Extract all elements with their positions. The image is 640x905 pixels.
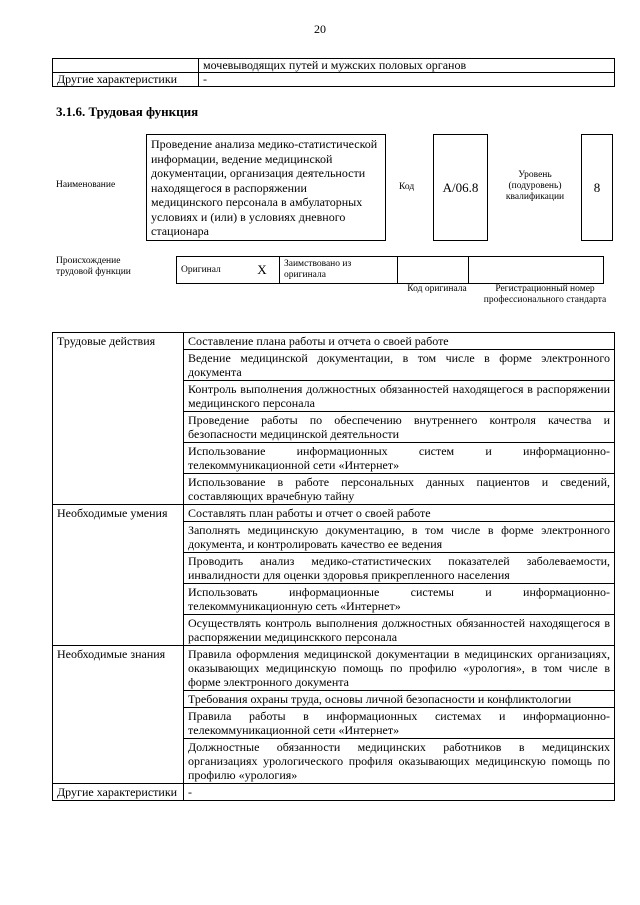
table-row — [177, 257, 604, 284]
reg-nomer-cell — [469, 257, 604, 284]
table-cell: Осуществлять контроль выполнения должностных обязанностей находящегося в распоряжении медицинсккого персонала — [184, 615, 615, 646]
kod-value: A/06.8 — [433, 134, 488, 241]
group-heading: Другие характеристики — [53, 784, 184, 801]
group-heading: Трудовые действия — [53, 333, 184, 505]
table-row — [53, 646, 615, 691]
table-cell: - — [184, 784, 615, 801]
row-value: мочевыводящих путей и мужских половых органов — [199, 59, 615, 73]
kod-label: Код — [399, 182, 415, 192]
kod-originala-cell — [398, 257, 469, 284]
section-title: 3.1.6. Трудовая функция — [56, 104, 199, 119]
table-row — [53, 505, 615, 522]
table-cell: Использование в работе персональных данных пациентов и сведений, составляющих врачебную тайну — [184, 474, 615, 505]
table-row — [53, 59, 615, 73]
continuation-table — [52, 58, 615, 87]
table-cell: Составлять план работы и отчет о своей работе — [184, 505, 615, 522]
function-name-box: Проведение анализа медико-статистической информации, ведение медицинской документации, организация деятельности находящегося в распоряжении медицинского персонала в амбулаторных условиях и (или) в условиях дневного стационара — [146, 134, 386, 241]
origin-table — [176, 256, 604, 284]
table-cell: Контроль выполнения должностных обязанностей находящегося в распоряжении медицинского персонала — [184, 381, 615, 412]
table-cell: Проводить анализ медико-статистических показателей заболеваемости, инвалидности для оценки здоровья прикрепленного населения — [184, 553, 615, 584]
zaimstvovano-label: Заимствовано из оригинала — [280, 257, 398, 284]
table-cell: Правила оформления медицинской документации в медицинских организациях, оказывающих медицинскую помощь по профилю «урология», в том числе в форме электронного документа — [184, 646, 615, 691]
table-row — [53, 784, 615, 801]
original-mark: X — [245, 257, 280, 284]
group-heading: Необходимые умения — [53, 505, 184, 646]
uroven-label: Уровень (подуровень) квалификации — [505, 170, 565, 202]
page-number: 20 — [314, 22, 326, 36]
table-cell: Использовать информационные системы и информационно-телекоммуникационную сеть «Интернет» — [184, 584, 615, 615]
uroven-value: 8 — [581, 134, 613, 241]
reg-nomer-label: Регистрационный номер профессионального стандарта — [483, 284, 607, 305]
table-cell: Составление плана работы и отчета о своей работе — [184, 333, 615, 350]
function-table — [52, 332, 615, 801]
kod-originala-label: Код оригинала — [407, 284, 467, 294]
table-cell: Ведение медицинской документации, в том числе в форме электронного документа — [184, 350, 615, 381]
proiskhozhdenie-label: Происхождение трудовой функции — [56, 256, 131, 277]
row-label — [53, 59, 199, 73]
table-cell: Проведение работы по обеспечению внутреннего контроля качества и безопасности медицинской деятельности — [184, 412, 615, 443]
group-heading: Необходимые знания — [53, 646, 184, 784]
table-cell: Требования охраны труда, основы личной безопасности и конфликтологии — [184, 691, 615, 708]
row-label: Другие характеристики — [53, 73, 199, 87]
table-row — [53, 333, 615, 350]
row-value: - — [199, 73, 615, 87]
table-cell: Должностные обязанности медицинских работников в медицинских организациях урологического профиля оказывающих медицинскую помощь по профилю «урология» — [184, 739, 615, 784]
table-cell: Использование информационных систем и информационно-телекоммуникационной сети «Интернет» — [184, 443, 615, 474]
table-row — [53, 73, 615, 87]
table-cell: Правила работы в информационных системах и информационно-телекоммуникационной сети «Интернет» — [184, 708, 615, 739]
original-label: Оригинал — [177, 257, 246, 284]
naimenovanie-label: Наименование — [56, 180, 116, 190]
table-cell: Заполнять медицинскую документацию, в том числе в форме электронного документа, и контролировать качество ее ведения — [184, 522, 615, 553]
